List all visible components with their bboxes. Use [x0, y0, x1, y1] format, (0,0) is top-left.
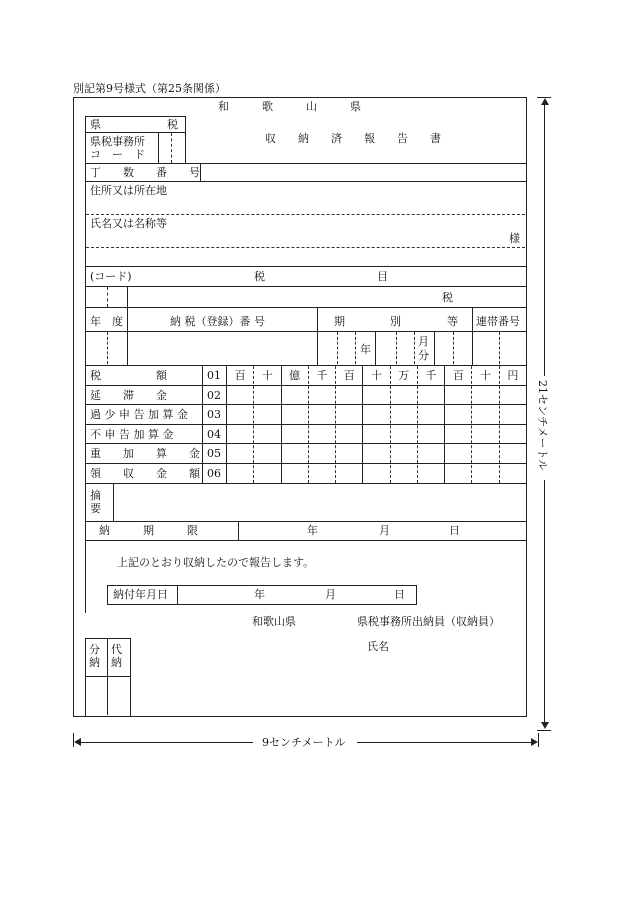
statement: 上記のとおり収納したので報告します。 — [117, 556, 315, 569]
due-month: 月 — [379, 524, 390, 537]
digit-header: 万 — [398, 369, 410, 382]
dainou-2: 納 — [111, 656, 122, 669]
bunno-1: 分 — [89, 643, 100, 656]
arrow-down-icon — [541, 722, 549, 729]
due-year: 年 — [307, 524, 318, 537]
sama-label: 様 — [509, 232, 520, 245]
amount-row-divider — [85, 424, 526, 425]
amount-row-label: 重 加 算 金 — [90, 447, 200, 461]
ki-label: 期 — [334, 315, 345, 328]
prefecture-name: 和歌山県 — [252, 615, 296, 628]
digit-header: 百 — [452, 369, 464, 382]
betsu-label: 別 — [390, 315, 401, 328]
amount-row-divider — [85, 463, 526, 464]
digit-header: 百 — [343, 369, 355, 382]
joint-no-label: 連帯番号 — [476, 315, 520, 328]
digit-header: 千 — [425, 369, 437, 382]
zei-header: 税 — [254, 270, 265, 283]
amount-row-label: 税 額 — [90, 369, 167, 382]
tekiyou-1: 摘 — [90, 489, 101, 502]
tekiyou-2: 要 — [90, 502, 101, 515]
paid-day: 日 — [394, 588, 405, 601]
arrow-left-icon — [74, 738, 81, 746]
digit-header: 百 — [234, 369, 246, 382]
amount-row-code: 01 — [207, 369, 221, 382]
amount-row-label: 延 滞 金 — [90, 388, 167, 402]
amount-row-code: 04 — [207, 427, 221, 441]
digit-header: 十 — [371, 369, 382, 382]
digit-column-divider — [390, 366, 391, 483]
paid-year: 年 — [254, 588, 265, 601]
arrow-right-icon — [531, 738, 538, 746]
moku-header: 目 — [377, 270, 388, 283]
nen-label: 年 — [360, 343, 371, 356]
digit-column-divider — [308, 366, 309, 483]
bunno-2: 納 — [89, 656, 100, 669]
office-label: 県税事務所 — [90, 135, 145, 148]
amount-row-divider — [85, 385, 526, 386]
arrow-up-icon — [541, 98, 549, 105]
amount-row-code: 03 — [207, 408, 221, 422]
tsuki-label: 月 — [418, 335, 429, 348]
digit-column-divider — [471, 366, 472, 483]
digit-header: 億 — [289, 369, 301, 382]
zei-label: 税 — [167, 118, 178, 131]
dainou-1: 代 — [111, 643, 122, 656]
amount-row-code: 05 — [207, 447, 221, 461]
digit-column-divider — [281, 366, 282, 483]
chou-number-label: 丁 数 番 号 — [90, 166, 200, 179]
due-day: 日 — [449, 524, 460, 537]
amount-row-divider — [85, 443, 526, 444]
digit-column-divider — [362, 366, 363, 483]
digit-column-divider — [499, 366, 500, 483]
amount-row-code: 06 — [207, 467, 221, 480]
paid-date-label: 納付年月日 — [113, 588, 168, 601]
tou-label: 等 — [447, 315, 458, 328]
dim-vertical-label: 21センチメートル — [536, 380, 549, 471]
amount-row-label: 過 少 申 告 加 算 金 — [90, 408, 188, 422]
digit-column-divider — [417, 366, 418, 483]
digit-header: 千 — [316, 369, 328, 382]
code-label-jp: コ ー ド — [90, 148, 145, 161]
amount-row-code: 02 — [207, 388, 221, 402]
ken-label: 県 — [90, 118, 101, 131]
amount-row-label: 不 申 告 加 算 金 — [90, 427, 174, 441]
digit-column-divider — [335, 366, 336, 483]
paid-month: 月 — [325, 588, 336, 601]
digit-header: 十 — [480, 369, 492, 382]
code-paren-label: (コード) — [90, 270, 132, 283]
prefecture-heading: 和 歌 山 県 — [218, 100, 361, 113]
bun-label: 分 — [418, 349, 429, 362]
nendo-label: 年 度 — [90, 315, 123, 328]
tax-reg-no-label: 納 税（登録）番 号 — [170, 315, 265, 328]
zei2-label: 税 — [442, 291, 453, 304]
shimei-label: 氏名 — [367, 640, 389, 653]
due-label: 納 期 限 — [99, 524, 198, 537]
form-label: 別記第9号様式（第25条関係） — [73, 82, 226, 95]
address-label: 住所又は所在地 — [90, 184, 167, 197]
amount-row-label: 領 収 金 額 — [90, 467, 200, 480]
name-label: 氏名又は名称等 — [90, 217, 167, 230]
dim-horizontal-label: 9センチメートル — [262, 736, 346, 749]
amount-row-divider — [85, 404, 526, 405]
digit-header: 円 — [507, 369, 519, 382]
digit-column-divider — [444, 366, 445, 483]
officer-title: 県税事務所出納員（収納員） — [357, 615, 500, 628]
digit-header: 十 — [261, 369, 273, 382]
digit-column-divider — [253, 366, 254, 483]
report-title: 収 納 済 報 告 書 — [265, 132, 441, 145]
